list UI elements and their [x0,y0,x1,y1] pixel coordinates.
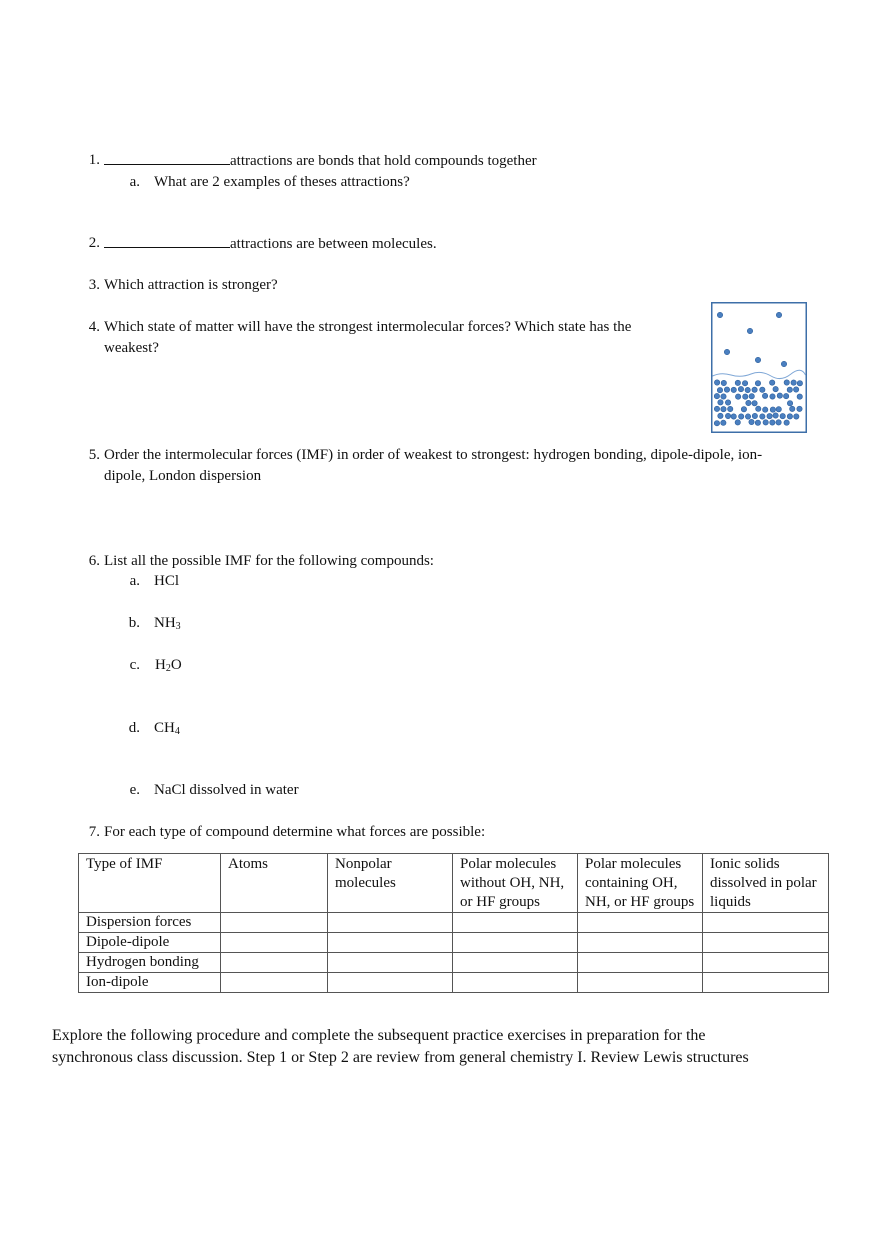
particle-icon [769,380,774,385]
answer-cell[interactable] [453,933,578,953]
particle-icon [770,394,775,399]
header-cell: Type of IMF [79,854,221,913]
subquestion-letter: a. [129,174,140,190]
answer-cell[interactable] [453,953,578,973]
subquestion-letter: b. [128,615,140,631]
particle-icon [784,380,789,385]
answer-cell[interactable] [578,913,703,933]
particle-icon [755,357,760,362]
particle-icon [747,328,752,333]
question-text: List all the possible IMF for the following compounds: [104,553,434,569]
particle-icon [797,406,802,411]
particle-icon [793,387,798,392]
table-header-row [79,854,829,913]
particle-icon [725,400,730,405]
particle-icon [745,387,750,392]
particle-icon [714,380,719,385]
answer-blank[interactable] [104,233,230,248]
particle-icon [718,400,723,405]
particle-icon [717,387,722,392]
answer-cell[interactable] [328,933,453,953]
states-of-matter-diagram [711,302,807,433]
particle-icon [762,393,767,398]
table-row [79,933,829,953]
particle-icon [724,349,729,354]
answer-cell[interactable] [578,973,703,993]
particle-icon [777,393,782,398]
particle-icon [717,312,722,317]
particle-icon [721,394,726,399]
header-cell: Polar molecules without OH, NH, or HF groups [453,854,578,913]
particle-icon [773,413,778,418]
particle-icon [714,420,719,425]
particle-icon [760,387,765,392]
compound-nacl: NaCl dissolved in water [154,782,299,798]
particle-icon [714,406,719,411]
answer-cell[interactable] [221,953,328,973]
paragraph-line: Explore the following procedure and complete the subsequent practice exercises in preparation for the [52,1027,706,1044]
particle-icon [752,387,757,392]
row-label: Dipole-dipole [79,933,221,953]
header-cell: Atoms [221,854,328,913]
particle-icon [797,394,802,399]
particle-icon [770,420,775,425]
particle-icon [741,407,746,412]
question-number: 7. [88,824,100,840]
question-text: attractions are bonds that hold compounds together [230,153,537,169]
subquestion-letter: c. [129,657,140,673]
question-text: attractions are between molecules. [230,236,437,252]
imf-table [78,853,829,993]
question-text: For each type of compound determine what forces are possible: [104,824,486,840]
particle-icon [776,420,781,425]
answer-cell[interactable] [221,973,328,993]
particle-icon [752,413,757,418]
particle-icon [731,387,736,392]
answer-cell[interactable] [578,953,703,973]
particle-icon [735,394,740,399]
header-cell: Ionic solids dissolved in polar liquids [703,854,829,913]
answer-cell[interactable] [703,913,829,933]
question-number: 1. [88,152,100,168]
particle-icon [756,406,761,411]
particle-icon [791,380,796,385]
particle-icon [763,420,768,425]
particle-icon [718,413,723,418]
particle-icon [783,393,788,398]
table-row [79,973,829,993]
header-cell: Nonpolar molecules [328,854,453,913]
particle-icon [776,407,781,412]
answer-cell[interactable] [703,973,829,993]
particle-icon [721,420,726,425]
answer-cell[interactable] [221,933,328,953]
question-number: 3. [88,277,100,293]
particle-icon [735,420,740,425]
row-label: Dispersion forces [79,913,221,933]
particle-icon [794,414,799,419]
subquestion-text: What are 2 examples of theses attractions? [154,174,410,190]
particle-icon [725,413,730,418]
particle-icon [731,414,736,419]
question-text: Which attraction is stronger? [104,277,278,293]
question-number: 4. [88,319,100,335]
answer-cell[interactable] [328,973,453,993]
particle-icon [721,380,726,385]
container-icon [712,303,807,433]
subquestion-letter: d. [128,720,140,736]
particle-icon [738,414,743,419]
particle-icon [755,381,760,386]
question-text-cont: weakest? [104,340,159,356]
particle-icon [755,420,760,425]
particle-icon [742,380,747,385]
compound-nh3: $NH_3$ [154,615,181,632]
header-cell: Polar molecules containing OH, NH, or HF groups [578,854,703,913]
particle-icon [787,414,792,419]
compound-ch4: $CH_4$ [154,720,180,737]
particle-icon [770,407,775,412]
particle-icon [767,413,772,418]
answer-cell[interactable] [453,913,578,933]
answer-blank[interactable] [104,150,230,165]
row-label: Ion-dipole [79,973,221,993]
particle-icon [797,381,802,386]
compound-h2o: $H_2O$ [155,657,182,674]
particle-icon [790,406,795,411]
question-text: Order the intermolecular forces (IMF) in order of weakest to strongest: hydrogen bonding, dipole-dipole, ion- [104,447,763,463]
intro-paragraph [52,1025,749,1069]
particle-icon [760,414,765,419]
particle-icon [763,407,768,412]
particle-icon [752,400,757,405]
particle-icon [735,380,740,385]
table-row [79,913,829,933]
particle-icon [773,386,778,391]
question-number: 5. [88,447,100,463]
question-text: Which state of matter will have the strongest intermolecular forces? Which state has the [104,319,632,335]
particle-icon [781,361,786,366]
particle-icon [714,393,719,398]
row-label: Hydrogen bonding [79,953,221,973]
answer-cell[interactable] [221,913,328,933]
particle-icon [749,394,754,399]
particle-icon [746,400,751,405]
particle-icon [743,394,748,399]
particle-icon [745,414,750,419]
particle-icon [749,419,754,424]
compound-hcl: HCl [154,573,180,589]
particle-icon [724,387,729,392]
answer-cell[interactable] [328,913,453,933]
answer-cell[interactable] [703,933,829,953]
answer-cell[interactable] [578,933,703,953]
table-row [79,953,829,973]
subquestion-letter: a. [129,573,140,589]
particle-icon [776,312,781,317]
particle-icon [721,406,726,411]
particle-icon [780,413,785,418]
particle-icon [784,420,789,425]
particle-icon [787,387,792,392]
answer-cell[interactable] [703,953,829,973]
particle-icon [787,401,792,406]
question-number: 2. [88,235,100,251]
particle-icon [728,406,733,411]
question-text-cont: dipole, London dispersion [104,468,262,484]
particle-icon [738,386,743,391]
question-number: 6. [88,553,100,569]
answer-cell[interactable] [328,953,453,973]
subquestion-letter: e. [129,782,140,798]
answer-cell[interactable] [453,973,578,993]
paragraph-line: synchronous class discussion. Step 1 or Step 2 are review from general chemistry I. Review Lewis structures [52,1049,749,1066]
